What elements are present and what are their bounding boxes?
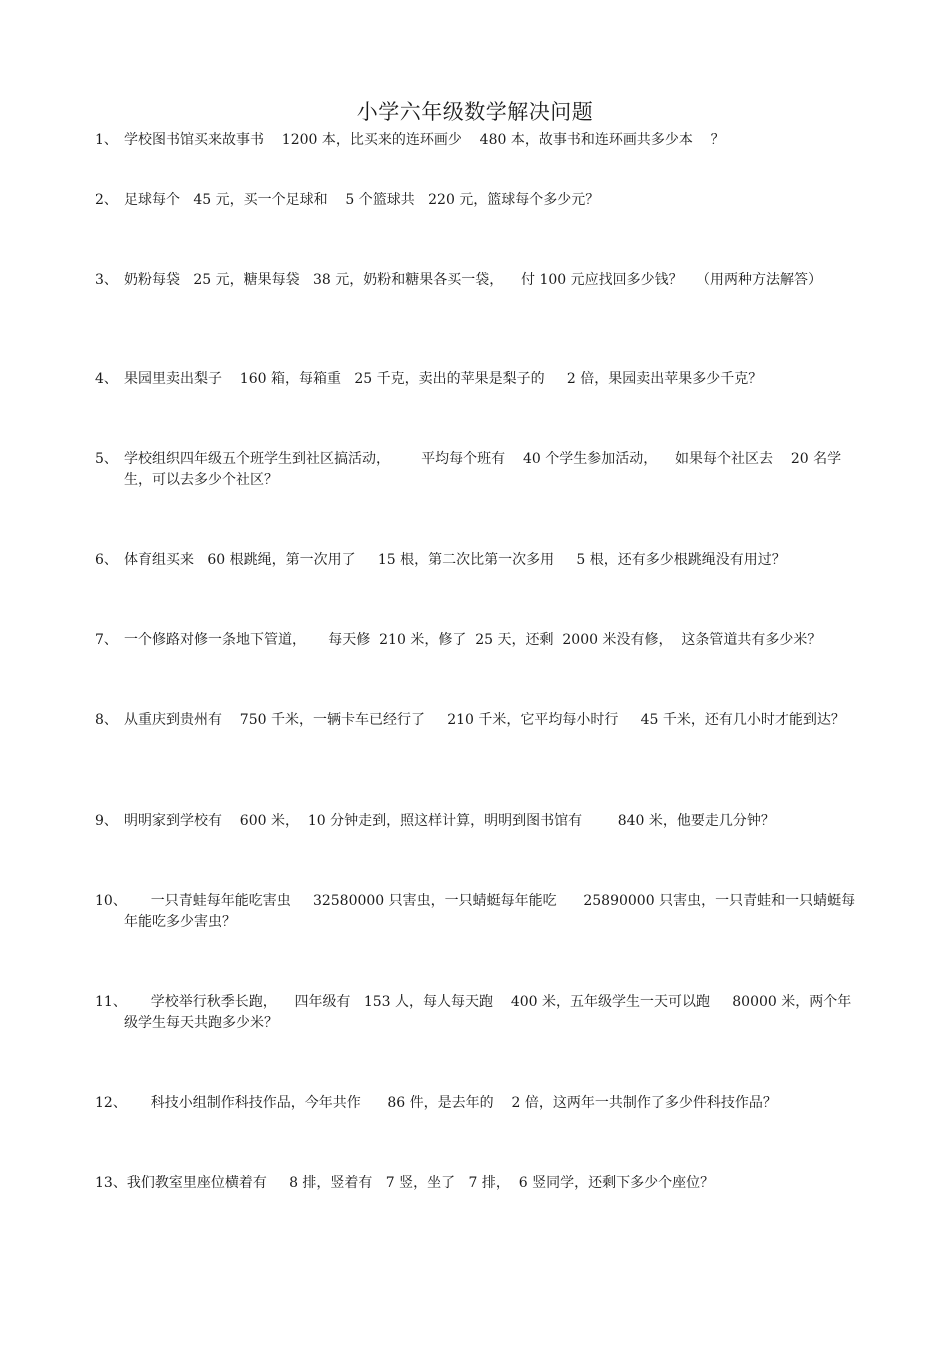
- question-5: [95, 449, 860, 491]
- page-title: 小学六年级数学解决问题: [356, 100, 594, 124]
- question-13: [95, 1173, 860, 1194]
- question-10: [95, 891, 860, 933]
- question-text: 明明家到学校有 600 米， 10 分钟走到，照这样计算，明明到图书馆有 840 米，他要走几分钟？: [124, 813, 775, 829]
- question-text: 学校图书馆买来故事书 1200 本，比买来的连环画少 480 本，故事书和连环画共多少本 ？: [124, 132, 725, 148]
- question-text: [95, 1173, 860, 1194]
- question-number: 1、: [95, 132, 118, 148]
- question-number: 10、: [95, 893, 127, 909]
- question-1: [95, 130, 860, 151]
- question-number: 9、: [95, 813, 118, 829]
- question-9: [95, 811, 860, 832]
- question-number: 3、: [95, 272, 118, 288]
- question-text: 一个修路对修一条地下管道， 每天修 210 米，修了 25 天，还剩 2000 米没有修， 这条管道共有多少米？: [124, 632, 822, 648]
- question-number: 4、: [95, 371, 118, 387]
- question-2: [95, 190, 860, 211]
- question-number: 11、: [95, 994, 127, 1010]
- question-number: 2、: [95, 192, 118, 208]
- question-text: 学校举行秋季长跑， 四年级有 153 人，每人每天跑 400 米，五年级学生一天可以跑 80000 米，两个年级学生每天共跑多少米？: [124, 994, 852, 1031]
- question-text: 学校组织四年级五个班学生到社区搞活动， 平均每个班有 40 个学生参加活动， 如果每个社区去 20 名学生，可以去多少个社区？: [124, 451, 842, 488]
- question-6: [95, 550, 860, 571]
- question-4: [95, 369, 860, 390]
- question-body: 我们教室里座位横着有 8 排，竖着有 7 竖，坐了 7 排， 6 竖同学，还剩下多少个座位？: [126, 1175, 715, 1191]
- question-number: 7、: [95, 632, 118, 648]
- question-text: 一只青蛙每年能吃害虫 32580000 只害虫，一只蜻蜓每年能吃 25890000 只害虫，一只青蛙和一只蜻蜓每年能吃多少害虫？: [124, 893, 856, 930]
- question-text: 体育组买来 60 根跳绳，第一次用了 15 根，第二次比第一次多用 5 根，还有多少根跳绳没有用过？: [124, 552, 786, 568]
- question-number: 6、: [95, 552, 118, 568]
- question-3: [95, 270, 860, 291]
- question-number: 5、: [95, 451, 118, 467]
- question-text: 从重庆到贵州有 750 千米，一辆卡车已经行了 210 千米，它平均每小时行 45 千米，还有几小时才能到达？: [124, 712, 845, 728]
- question-number: 13、: [95, 1175, 127, 1191]
- question-text: 果园里卖出梨子 160 箱，每箱重 25 千克，卖出的苹果是梨子的 2 倍，果园卖出苹果多少千克？: [124, 371, 763, 387]
- question-number: 12、: [95, 1095, 127, 1111]
- question-text: 足球每个 45 元，买一个足球和 5 个篮球共 220 元，篮球每个多少元？: [124, 192, 600, 208]
- question-11: [95, 992, 860, 1034]
- question-number: 8、: [95, 712, 118, 728]
- question-7: [95, 630, 860, 651]
- question-text: 奶粉每袋 25 元，糖果每袋 38 元，奶粉和糖果各买一袋， 付 100 元应找回多少钱？ （用两种方法解答）: [124, 272, 823, 288]
- question-8: [95, 710, 860, 731]
- question-text: 科技小组制作科技作品，今年共作 86 件，是去年的 2 倍，这两年一共制作了多少件科技作品？: [124, 1095, 777, 1111]
- question-12: [95, 1093, 860, 1114]
